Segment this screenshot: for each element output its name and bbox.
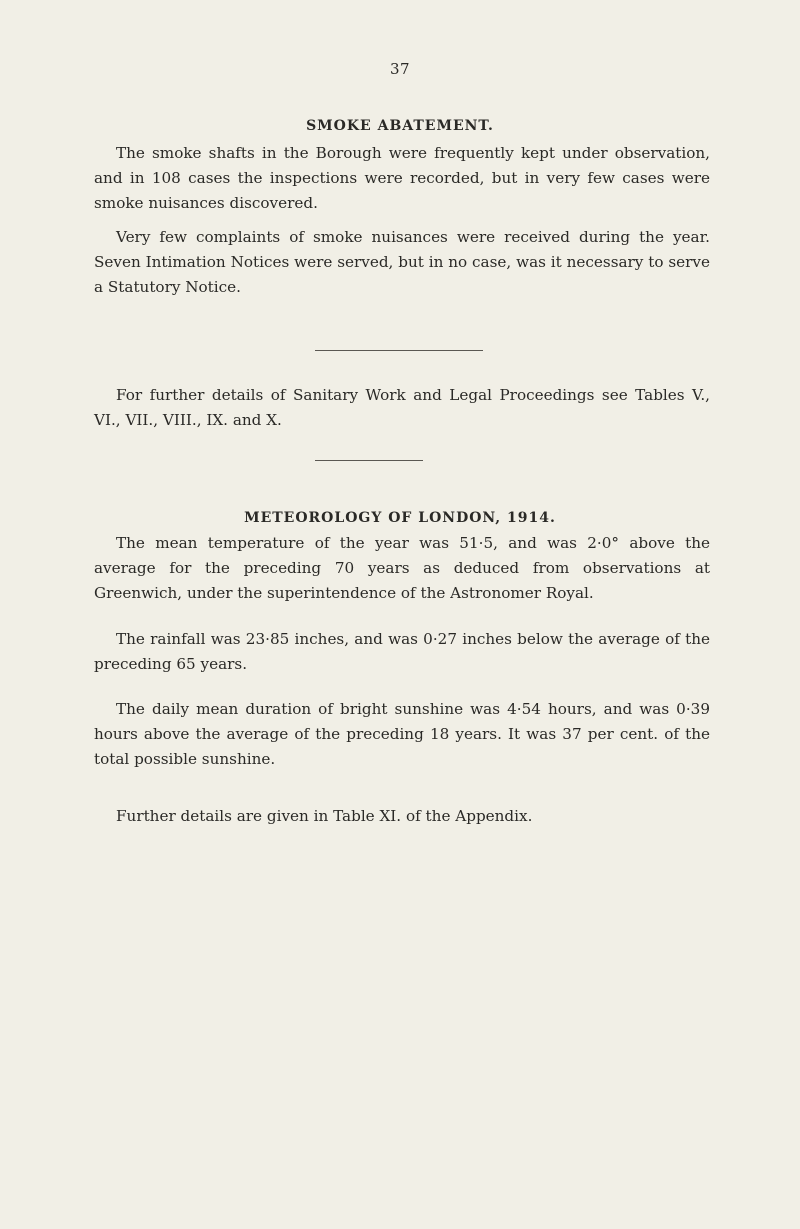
further-details-paragraph: For further details of Sanitary Work and Legal Proceedings see Tables V., VI., VII., VIII., IX. and X. [94, 386, 710, 429]
page-number: 37 [389, 60, 411, 78]
smoke-abatement-heading: SMOKE ABATEMENT. [306, 118, 494, 134]
rainfall-paragraph: The rainfall was 23·85 inches, and was 0·27 inches below the average of the preceding 65 years. [94, 630, 710, 673]
smoke-complaints-paragraph: Very few complaints of smoke nuisances were received during the year. Seven Intimation Notices were served, but in no case, was it necessary to serve a Statutory Notice. [94, 228, 710, 296]
sunshine-paragraph: The daily mean duration of bright sunshine was 4·54 hours, and was 0·39 hours above the average of the preceding 18 years. It was 37 per cent. of the total possible sunshine. [94, 700, 710, 768]
section-divider-rule [315, 460, 423, 461]
meteorology-heading: METEOROLOGY OF LONDON, 1914. [244, 510, 556, 526]
appendix-reference-paragraph: Further details are given in Table XI. of the Appendix. [116, 807, 533, 825]
section-divider-rule [315, 350, 483, 351]
smoke-shafts-paragraph: The smoke shafts in the Borough were frequently kept under observation, and in 108 cases the inspections were recorded, but in very few cases were smoke nuisances discovered. [94, 144, 710, 212]
temperature-paragraph: The mean temperature of the year was 51·5, and was 2·0° above the average for the preceding 70 years as deduced from observations at Greenwich, under the superintendence of the Astronomer Royal. [94, 534, 710, 602]
